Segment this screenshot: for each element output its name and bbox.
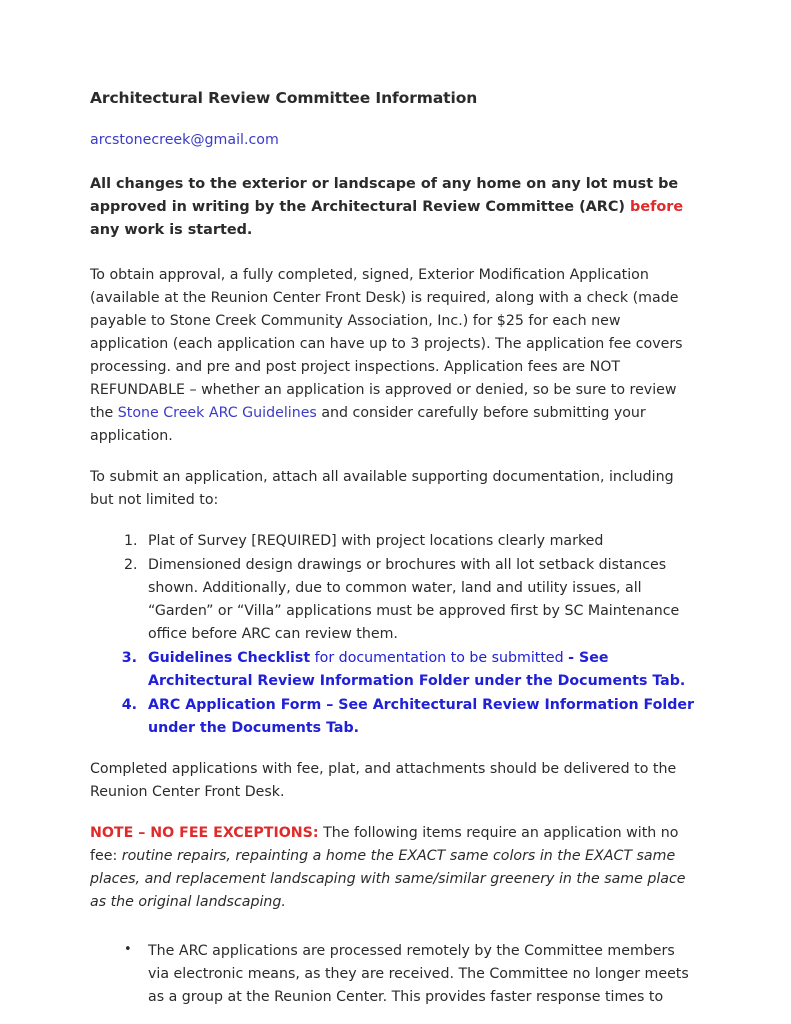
- paragraph-obtain-part1: To obtain approval, a fully completed, signed, Exterior Modification Application (available at the Reunion Center Front Desk) is required, along with a check (made payable to Stone Creek Community Association, Inc.) for $25 for each new application (each application can have up to 3 projects). The application fee covers processing. and pre and post project inspections. Application fees are NOT REFUNDABLE – whether an application is approved or denied, so be sure to review the: [90, 266, 683, 421]
- paragraph-completed-applications: Completed applications with fee, plat, and attachments should be delivered to the Reunion Center Front Desk.: [90, 760, 677, 800]
- list-item-bold-lead: Guidelines Checklist: [148, 649, 311, 666]
- paragraph-obtain-part2: and consider carefully before submitting your application.: [90, 404, 646, 444]
- note-intro: The following items require an application with no fee:: [90, 824, 679, 864]
- list-item-text: Plat of Survey [REQUIRED] with project locations clearly marked: [148, 532, 604, 549]
- list-item-text: Dimensioned design drawings or brochures with all lot setback distances shown. Additionally, due to common water, land and utility issues, all “Garden” or “Villa” applications must be approved first by SC Maintenance office before ARC can review them.: [148, 556, 680, 642]
- supporting-documentation-list: [90, 530, 698, 740]
- note-italic-detail: routine repairs, repainting a home the EXACT same colors in the EXACT same places, and replacement landscaping with same/similar greenery in the same place as the original landscaping.: [90, 847, 686, 910]
- note-no-fee-exceptions: [90, 822, 698, 914]
- lead-statement-part1: All changes to the exterior or landscape of any home on any lot must be approved in writing by the Architectural Review Committee (ARC): [90, 175, 679, 215]
- lead-statement-part2: any work is started.: [90, 221, 253, 238]
- paragraph-submit-application: To submit an application, attach all available supporting documentation, including but not limited to:: [90, 468, 674, 508]
- contact-email-line: [90, 131, 698, 151]
- page-title-part-bold: Committee Information: [275, 89, 478, 107]
- list-item: [142, 530, 698, 553]
- list-item-bold-lead: ARC Application Form – See Architectural Review Information Folder under the Documents Tab.: [148, 696, 695, 736]
- list-item-normal-text: for documentation to be submitted: [310, 649, 569, 666]
- processing-notes-list: [90, 940, 698, 1009]
- list-item: [142, 647, 698, 693]
- page-title-part-light: Architectural Review: [90, 89, 276, 107]
- list-item: [142, 940, 698, 1009]
- list-item: [142, 554, 698, 646]
- document-body: [90, 88, 698, 1009]
- list-item-bold-tail: - See Architectural Review Information Folder under the Documents Tab.: [148, 649, 686, 689]
- note-heading: NOTE – NO FEE EXCEPTIONS:: [90, 824, 319, 841]
- lead-statement: [90, 173, 698, 242]
- lead-statement-emphasis: before: [630, 198, 684, 215]
- list-item: [142, 694, 698, 740]
- paragraph-obtain-approval: [90, 264, 698, 448]
- contact-email-link[interactable]: arcstonecreek@gmail.com: [90, 131, 279, 148]
- arc-guidelines-link[interactable]: Stone Creek ARC Guidelines: [117, 404, 317, 421]
- section-spacer: [90, 932, 698, 940]
- list-item-text: The ARC applications are processed remotely by the Committee members via electronic means, as they are received. The Committee no longer meets as a group at the Reunion Center. This provides faster response times to: [148, 942, 689, 1005]
- page-title: [90, 88, 698, 109]
